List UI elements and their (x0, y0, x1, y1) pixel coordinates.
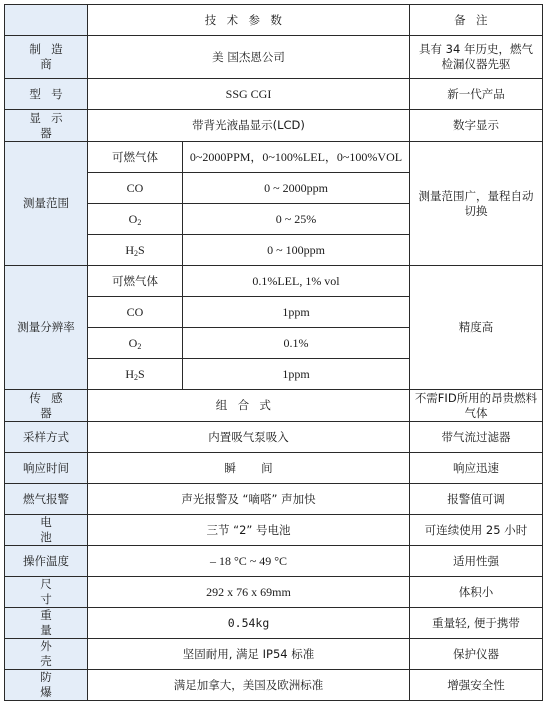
range-note: 测量范围广，量程自动切换 (410, 142, 543, 266)
resolution-row-combustible (5, 266, 543, 297)
explosion-note: 增强安全性 (410, 670, 543, 701)
model-value: SSG CGI (88, 79, 410, 110)
resolution-value-o2: 0.1% (183, 328, 410, 359)
sampling-note: 带气流过滤器 (410, 422, 543, 453)
size-label: 尺寸 (5, 577, 88, 608)
header-row (5, 5, 543, 36)
sampling-value: 内置吸气泵吸入 (88, 422, 410, 453)
row-housing (5, 639, 543, 670)
row-battery (5, 515, 543, 546)
alarm-note: 报警值可调 (410, 484, 543, 515)
row-weight (5, 608, 543, 639)
resolution-label: 测量分辨率 (5, 266, 88, 390)
resolution-value-co: 1ppm (183, 297, 410, 328)
resolution-gas-h2s-tail: S (137, 366, 145, 381)
resolution-gas-o2-sub: 2 (137, 341, 142, 351)
spec-table (4, 4, 543, 701)
sensor-note: 不需FID所用的昂贵燃料气体 (410, 390, 543, 422)
resolution-gas-co: CO (88, 297, 183, 328)
row-response (5, 453, 543, 484)
resolution-gas-combustible: 可燃气体 (88, 266, 183, 297)
range-row-combustible (5, 142, 543, 173)
row-size (5, 577, 543, 608)
params-header: 技术参数 (88, 5, 410, 36)
response-value: 瞬间 (88, 453, 410, 484)
housing-label: 外壳 (5, 639, 88, 670)
range-value-o2: 0 ~ 25% (183, 204, 410, 235)
header-empty-cell (5, 5, 88, 36)
range-gas-o2 (88, 204, 183, 235)
range-value-co: 0 ~ 2000ppm (183, 173, 410, 204)
model-note: 新一代产品 (410, 79, 543, 110)
row-model (5, 79, 543, 110)
range-gas-combustible: 可燃气体 (88, 142, 183, 173)
resolution-gas-h2s (88, 359, 183, 390)
size-value: 292 x 76 x 69mm (88, 577, 410, 608)
model-label: 型号 (5, 79, 88, 110)
resolution-gas-o2-main: O (128, 335, 138, 350)
battery-value: 三节 “2” 号电池 (88, 515, 410, 546)
range-gas-o2-sub: 2 (137, 217, 142, 227)
range-gas-h2s (88, 235, 183, 266)
range-gas-h2s-main: H (125, 242, 134, 257)
size-note: 体积小 (410, 577, 543, 608)
row-sensor (5, 390, 543, 422)
housing-value: 坚固耐用, 满足 IP54 标准 (88, 639, 410, 670)
row-sampling (5, 422, 543, 453)
housing-note: 保护仪器 (410, 639, 543, 670)
response-note: 响应迅速 (410, 453, 543, 484)
temperature-note: 适用性强 (410, 546, 543, 577)
sensor-label: 传感器 (5, 390, 88, 422)
manufacturer-label: 制造商 (5, 36, 88, 79)
row-manufacturer (5, 36, 543, 79)
weight-value: 0.54kg (88, 608, 410, 639)
resolution-value-combustible: 0.1%LEL, 1% vol (183, 266, 410, 297)
row-temperature (5, 546, 543, 577)
display-note: 数字显示 (410, 110, 543, 142)
display-value: 带背光液晶显示(LCD) (88, 110, 410, 142)
resolution-gas-h2s-main: H (125, 366, 134, 381)
range-gas-h2s-tail: S (137, 242, 145, 257)
alarm-value: 声光报警及 “嘀嗒” 声加快 (88, 484, 410, 515)
resolution-value-h2s: 1ppm (183, 359, 410, 390)
notes-header: 备注 (410, 5, 543, 36)
temperature-label: 操作温度 (5, 546, 88, 577)
battery-note: 可连续使用 25 小时 (410, 515, 543, 546)
manufacturer-value: 美 国杰恩公司 (88, 36, 410, 79)
response-label: 响应时间 (5, 453, 88, 484)
row-explosion (5, 670, 543, 701)
temperature-value: – 18 °C ~ 49 °C (88, 546, 410, 577)
battery-label: 电池 (5, 515, 88, 546)
range-label: 测量范围 (5, 142, 88, 266)
range-gas-o2-main: O (128, 211, 138, 226)
resolution-note: 精度高 (410, 266, 543, 390)
weight-label: 重量 (5, 608, 88, 639)
row-alarm (5, 484, 543, 515)
row-display (5, 110, 543, 142)
manufacturer-note: 具有 34 年历史，燃气检漏仪器先驱 (410, 36, 543, 79)
resolution-gas-o2 (88, 328, 183, 359)
weight-note: 重量轻, 便于携带 (410, 608, 543, 639)
range-value-combustible: 0~2000PPM，0~100%LEL，0~100%VOL (183, 142, 410, 173)
range-gas-h2s-sub: 2 (133, 248, 138, 258)
range-value-h2s: 0 ~ 100ppm (183, 235, 410, 266)
explosion-label: 防爆 (5, 670, 88, 701)
alarm-label: 燃气报警 (5, 484, 88, 515)
display-label: 显示器 (5, 110, 88, 142)
sensor-value: 组合式 (88, 390, 410, 422)
explosion-value: 满足加拿大，美国及欧洲标准 (88, 670, 410, 701)
resolution-gas-h2s-sub: 2 (133, 372, 138, 382)
range-gas-co: CO (88, 173, 183, 204)
sampling-label: 采样方式 (5, 422, 88, 453)
